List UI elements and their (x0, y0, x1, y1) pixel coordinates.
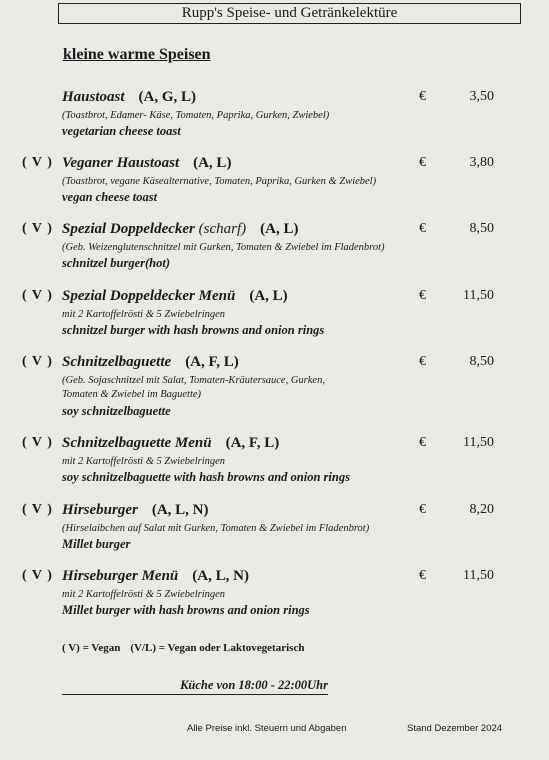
legend-vegan: ( V) = Vegan (62, 642, 121, 654)
currency-symbol: € (419, 221, 426, 236)
item-name: Spezial Doppeldecker (scharf) (A, L) (62, 221, 299, 237)
item-name: Hirseburger Menü (A, L, N) (62, 568, 249, 584)
page-title: Rupp's Speise- und Getränkelektüre (58, 3, 521, 24)
item-allergens: (A, L, N) (151, 502, 209, 518)
item-name: Schnitzelbaguette (A, F, L) (62, 354, 239, 370)
section-heading: kleine warme Speisen (63, 46, 211, 63)
kitchen-hours: Küche von 18:00 - 22:00Uhr (62, 678, 328, 695)
item-price: 11,50 (463, 435, 494, 450)
vegan-legend (62, 642, 304, 654)
menu-date: Stand Dezember 2024 (407, 723, 503, 734)
vegan-mark: ( V ) (22, 568, 53, 583)
prices-note: Alle Preise inkl. Steuern und Abgaben (187, 723, 347, 734)
item-price: 3,50 (469, 89, 494, 104)
item-allergens: (A, G, L) (138, 89, 197, 105)
item-allergens: (A, L) (193, 155, 232, 171)
item-description: (Toastbrot, Edamer- Käse, Tomaten, Paprika, Gurken, Zwiebel) (62, 110, 330, 121)
item-english-name: soy schnitzelbaguette (62, 404, 171, 418)
item-description: mit 2 Kartoffelrösti & 5 Zwiebelringen (62, 456, 226, 467)
item-price: 8,20 (469, 502, 494, 517)
item-name: Haustoast (A, G, L) (62, 89, 197, 105)
item-price: 3,80 (469, 155, 494, 170)
item-description: (Geb. Weizenglutenschnitzel mit Gurken, Tomaten & Zwiebel im Fladenbrot) (62, 242, 385, 253)
item-allergens: (A, L) (249, 288, 288, 304)
item-description: (Hirselaibchen auf Salat mit Gurken, Tomaten & Zwiebel im Fladenbrot) (62, 523, 370, 534)
item-description: (Geb. Sojaschnitzel mit Salat, Tomaten-Kräutersauce, Gurken, Tomaten & Zwiebel im Baguette) (62, 375, 325, 400)
item-name: Schnitzelbaguette Menü (A, F, L) (62, 435, 280, 451)
currency-symbol: € (419, 354, 426, 369)
item-description: mit 2 Kartoffelrösti & 5 Zwiebelringen (62, 309, 226, 320)
vegan-mark: ( V ) (22, 221, 53, 236)
currency-symbol: € (419, 288, 426, 303)
item-price: 11,50 (463, 568, 494, 583)
vegan-mark: ( V ) (22, 502, 53, 517)
item-description: mit 2 Kartoffelrösti & 5 Zwiebelringen (62, 589, 226, 600)
item-english-name: Millet burger (62, 537, 131, 551)
item-allergens: (A, L, N) (192, 568, 249, 584)
vegan-mark: ( V ) (22, 354, 53, 369)
item-price: 11,50 (463, 288, 494, 303)
item-allergens: (A, L) (260, 221, 299, 237)
item-name: Hirseburger (A, L, N) (62, 502, 209, 518)
item-english-name: vegan cheese toast (62, 190, 158, 204)
vegan-mark: ( V ) (22, 155, 53, 170)
item-english-name: Millet burger with hash browns and onion rings (62, 603, 310, 617)
item-price: 8,50 (469, 354, 494, 369)
currency-symbol: € (419, 502, 426, 517)
currency-symbol: € (419, 568, 426, 583)
legend-lacto: (V/L) = Vegan oder Laktovegetarisch (130, 642, 305, 654)
currency-symbol: € (419, 155, 426, 170)
item-english-name: schnitzel burger with hash browns and onion rings (62, 323, 325, 337)
item-english-name: soy schnitzelbaguette with hash browns and onion rings (62, 470, 350, 484)
item-description: (Toastbrot, vegane Käsealternative, Tomaten, Paprika, Gurken & Zwiebel) (62, 176, 377, 187)
item-price: 8,50 (469, 221, 494, 236)
item-allergens: (A, F, L) (225, 435, 280, 451)
item-name: Veganer Haustoast (A, L) (62, 155, 232, 171)
vegan-mark: ( V ) (22, 435, 53, 450)
vegan-mark: ( V ) (22, 288, 53, 303)
currency-symbol: € (419, 435, 426, 450)
currency-symbol: € (419, 89, 426, 104)
item-name: Spezial Doppeldecker Menü (A, L) (62, 288, 288, 304)
item-english-name: vegetarian cheese toast (62, 124, 181, 138)
item-allergens: (A, F, L) (185, 354, 239, 370)
item-english-name: schnitzel burger(hot) (62, 256, 171, 270)
